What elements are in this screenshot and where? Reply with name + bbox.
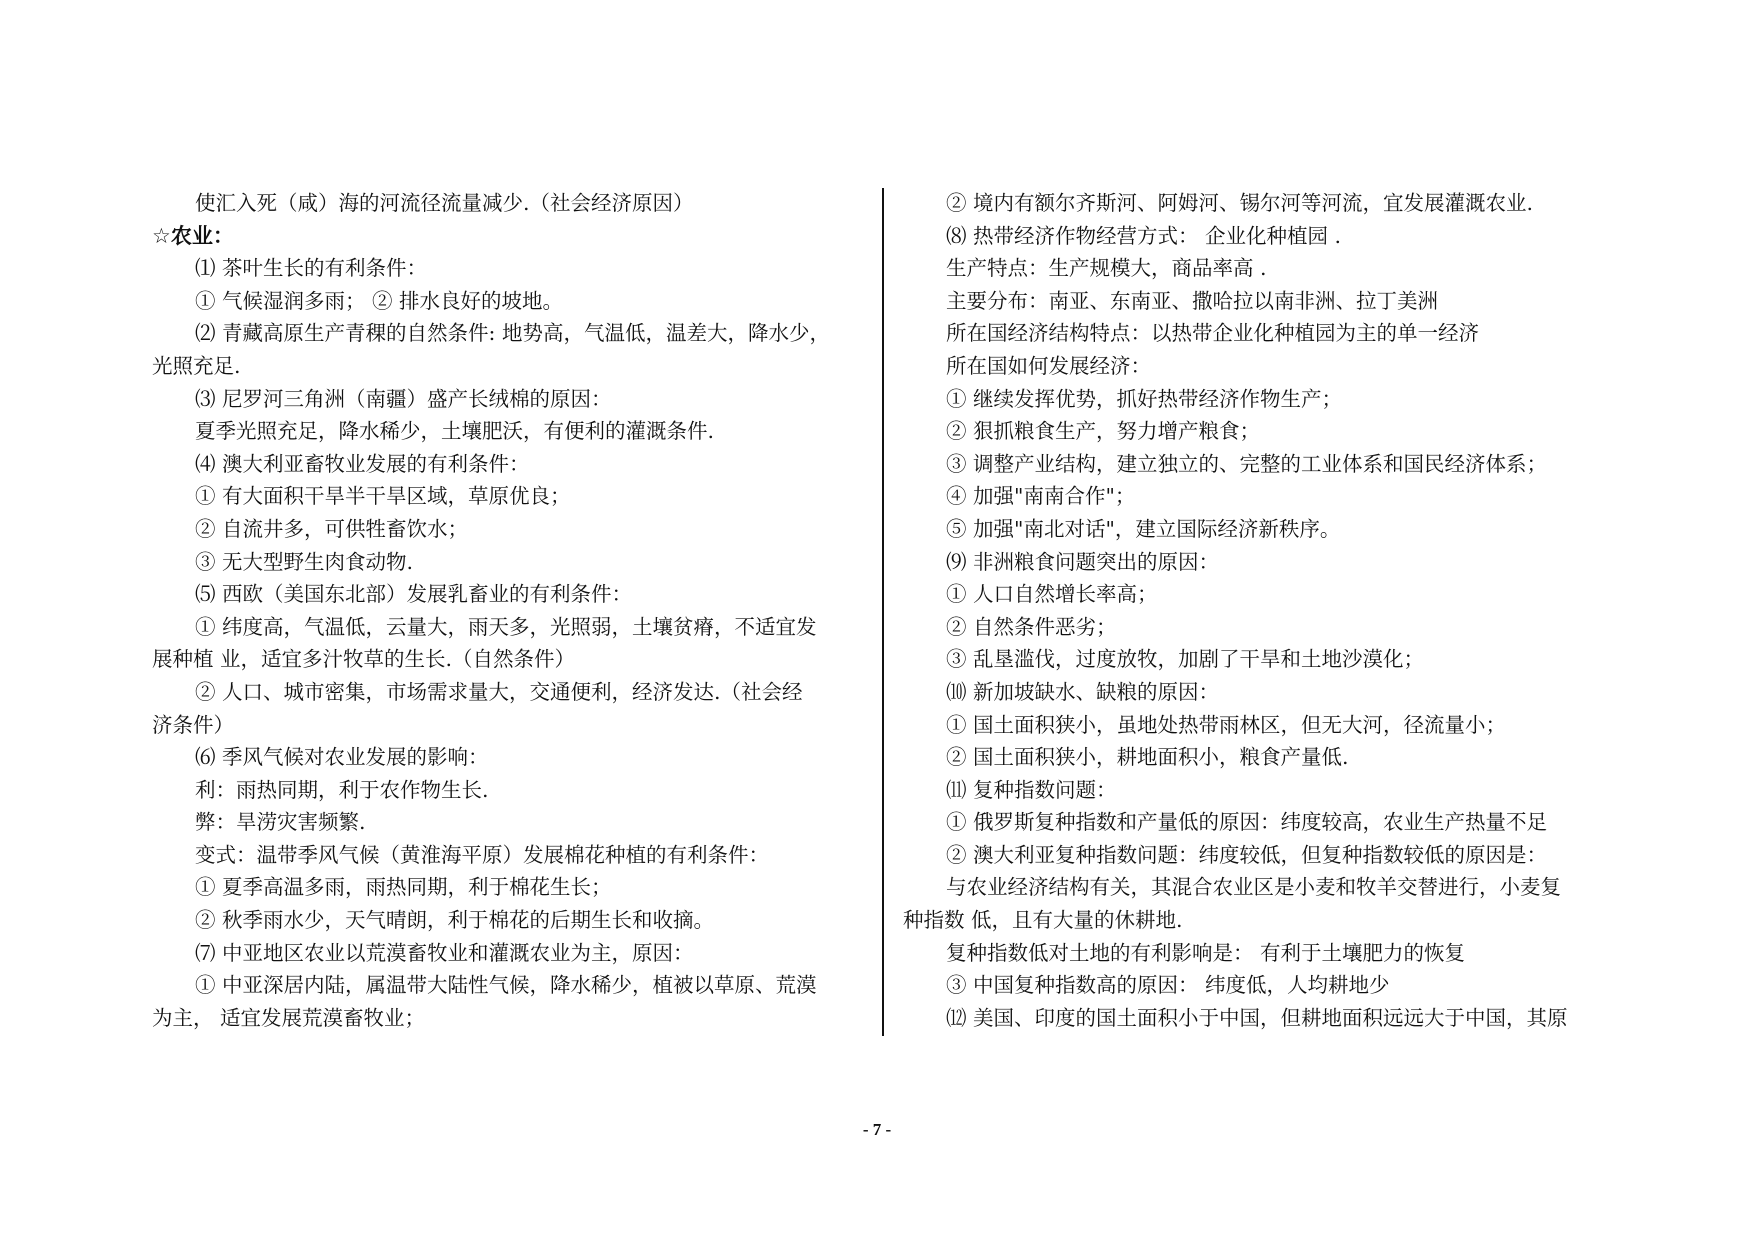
text-line: 变式：温带季风气候（黄淮海平原）发展棉花种植的有利条件： <box>195 842 769 867</box>
text-line: ① 国土面积狭小，虽地处热带雨林区，但无大河，径流量小； <box>946 712 1507 737</box>
page-number: - 7 - <box>862 1120 892 1139</box>
text-line: ② 境内有额尔齐斯河、阿姆河、锡尔河等河流，宜发展灌溉农业. <box>946 191 1534 215</box>
text-line: ③ 中国复种指数高的原因： 纬度低，人均耕地少 <box>946 973 1390 998</box>
text-line: ② 澳大利亚复种指数问题：纬度较低，但复种指数较低的原因是： <box>946 842 1548 867</box>
text-line: ⑹ 季风气候对农业发展的影响： <box>195 745 489 770</box>
text-line: 利：雨热同期，利于农作物生长. <box>195 777 489 802</box>
text-line: 济条件） <box>152 712 234 737</box>
text-line: ② 狠抓粮食生产，努力增产粮食； <box>946 419 1261 444</box>
text-line: ② 国土面积狭小，耕地面积小，粮食产量低. <box>946 745 1349 770</box>
text-line: ② 秋季雨水少，天气晴朗，利于棉花的后期生长和收摘。 <box>195 908 715 933</box>
text-line: ① 有大面积干旱半干旱区域，草原优良； <box>195 484 571 509</box>
text-line: ⑾ 复种指数问题： <box>946 777 1117 802</box>
text-line: 夏季光照充足，降水稀少，土壤肥沃，有便利的灌溉条件. <box>195 419 715 444</box>
text-line: ② 人口、城市密集，市场需求量大，交通便利，经济发达.（社会经 <box>195 679 803 704</box>
section-heading: ☆农业： <box>152 223 234 248</box>
text-line: 为主， 适宜发展荒漠畜牧业； <box>152 1005 426 1030</box>
text-line: ② 自然条件恶劣； <box>946 614 1117 639</box>
text-line: ① 人口自然增长率高； <box>946 582 1158 607</box>
text-line: ⑴ 茶叶生长的有利条件： <box>195 256 428 281</box>
text-line: ⑼ 非洲粮食问题突出的原因： <box>946 549 1220 574</box>
text-line: 复种指数低对土地的有利影响是： 有利于土壤肥力的恢复 <box>946 940 1466 965</box>
text-line: ② 自流井多，可供牲畜饮水； <box>195 516 469 541</box>
text-line: ⑿ 美国、印度的国土面积小于中国，但耕地面积远远大于中国，其原 <box>946 1005 1568 1030</box>
text-line: ① 俄罗斯复种指数和产量低的原因：纬度较高，农业生产热量不足 <box>946 810 1548 835</box>
text-line: 生产特点：生产规模大，商品率高 . <box>946 256 1267 281</box>
text-line: ⑷ 澳大利亚畜牧业发展的有利条件： <box>195 451 530 476</box>
text-line: ⑺ 中亚地区农业以荒漠畜牧业和灌溉农业为主，原因： <box>195 940 694 965</box>
text-line: ③ 无大型野生肉食动物. <box>195 549 414 574</box>
text-line: ① 纬度高，气温低，云量大，雨天多，光照弱，土壤贫瘠，不适宜发 <box>195 614 817 639</box>
text-line: ① 继续发挥优势，抓好热带经济作物生产； <box>946 386 1343 411</box>
column-divider <box>882 188 884 1036</box>
text-line: 展种植 业，适宜多汁牧草的生长.（自然条件） <box>152 647 576 672</box>
text-line: ⑽ 新加坡缺水、缺粮的原因： <box>946 679 1220 704</box>
text-line: ⑻ 热带经济作物经营方式： 企业化种植园 . <box>946 223 1342 248</box>
text-line: 主要分布：南亚、东南亚、撒哈拉以南非洲、拉丁美洲 <box>946 288 1438 313</box>
text-line: 弊：旱涝灾害频繁. <box>195 810 366 835</box>
text-line: ⑶ 尼罗河三角洲（南疆）盛产长绒棉的原因： <box>195 386 612 411</box>
text-line: 所在国如何发展经济： <box>946 353 1151 378</box>
right-column <box>903 187 1623 1034</box>
text-line: ④ 加强"南南合作"； <box>946 484 1136 509</box>
text-line: 与农业经济结构有关，其混合农业区是小麦和牧羊交替进行，小麦复 <box>946 875 1561 900</box>
text-line: ① 中亚深居内陆，属温带大陆性气候，降水稀少，植被以草原、荒漠 <box>195 973 817 998</box>
text-line: ① 夏季高温多雨，雨热同期，利于棉花生长； <box>195 875 612 900</box>
text-line: ⑤ 加强"南北对话"，建立国际经济新秩序。 <box>946 516 1341 541</box>
text-line: ⑵ 青藏高原生产青稞的自然条件: 地势高，气温低，温差大，降水少， <box>195 321 830 346</box>
text-line: 使汇入死（咸）海的河流径流量减少.（社会经济原因） <box>195 191 694 215</box>
text-line: 种指数 低，且有大量的休耕地. <box>903 908 1183 933</box>
text-line: ① 气候湿润多雨； ② 排水良好的坡地。 <box>195 288 564 313</box>
text-line: 光照充足. <box>152 353 241 378</box>
text-line: ⑸ 西欧（美国东北部）发展乳畜业的有利条件： <box>195 582 633 607</box>
left-column <box>152 187 872 1034</box>
text-line: ③ 乱垦滥伐，过度放牧，加剧了干旱和土地沙漠化； <box>946 647 1425 672</box>
text-line: ③ 调整产业结构，建立独立的、完整的工业体系和国民经济体系； <box>946 451 1548 476</box>
text-line: 所在国经济结构特点：以热带企业化种植园为主的单一经济 <box>946 321 1479 346</box>
